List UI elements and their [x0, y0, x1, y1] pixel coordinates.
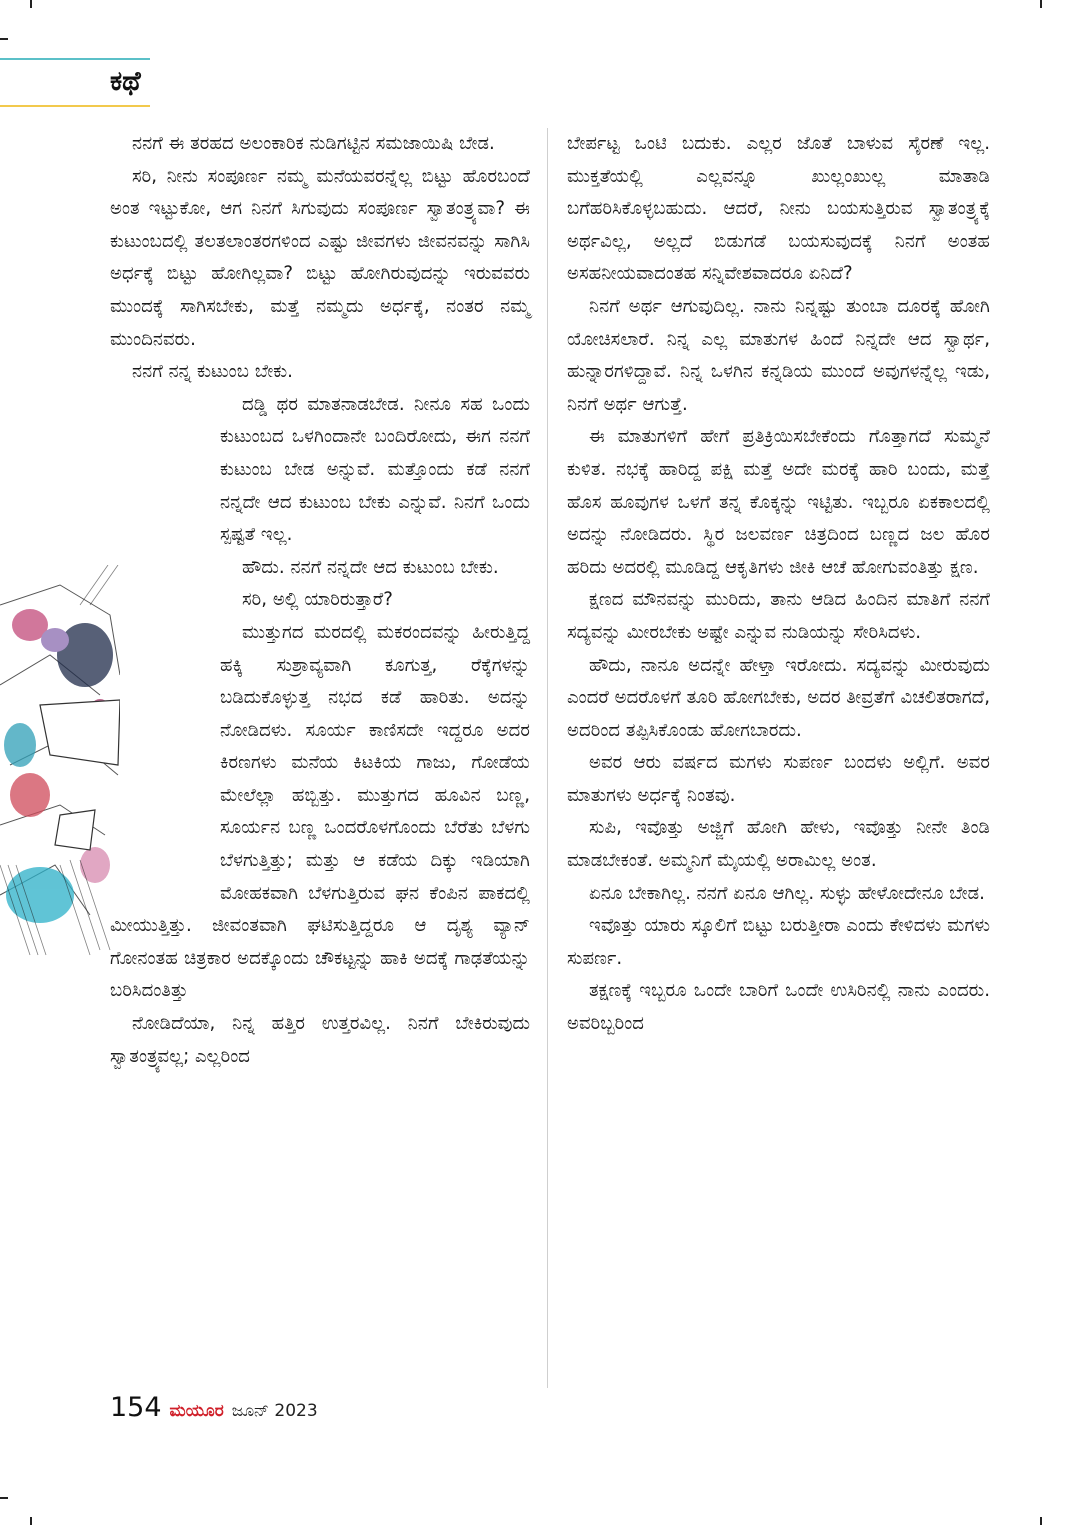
crop-mark	[30, 0, 32, 8]
paragraph: ನನಗೆ ಈ ತರಹದ ಅಲಂಕಾರಿಕ ನುಡಿಗಟ್ಟಿನ ಸಮಜಾಯಿಷಿ ಬೇಡ.	[132, 133, 495, 154]
paragraph: ಹೌದು, ನಾನೂ ಅದನ್ನೇ ಹೇಳ್ತಾ ಇರೋದು. ಸದ್ಯವನ್ನು ಮೀರುವುದು ಎಂದರೆ ಅದರೊಳಗೆ ತೂರಿ ಹೋಗಬೇಕು, ಅದರ ತೀವ್ರತೆಗೆ ವಿಚಲಿತರಾಗದೆ, ಅದರಿಂದ ತಪ್ಪಿಸಿಕೊಂಡು ಹೋಗಬಾರದು.	[567, 654, 990, 741]
paragraph: ಹೌದು. ನನಗೆ ನನ್ನದೇ ಆದ ಕುಟುಂಬ ಬೇಕು.	[242, 556, 499, 578]
crop-mark	[1040, 0, 1042, 8]
illustration-wrap-space	[110, 389, 220, 879]
paragraph: ತಕ್ಷಣಕ್ಕೆ ಇಬ್ಬರೂ ಒಂದೇ ಬಾರಿಗೆ ಒಂದೇ ಉಸಿರಿನಲ್ಲಿ ನಾನು ಎಂದರು. ಅವರಿಬ್ಬರಿಂದ	[567, 980, 990, 1035]
paragraph: ಏನೂ ಬೇಕಾಗಿಲ್ಲ. ನನಗೆ ಏನೂ ಆಗಿಲ್ಲ. ಸುಳ್ಳು ಹೇಳೋದೇನೂ ಬೇಡ.	[589, 882, 985, 904]
magazine-logo: ಮಯೂರ	[169, 1401, 224, 1421]
crop-mark	[0, 1497, 8, 1499]
watercolor-illustration	[0, 565, 120, 965]
crop-mark	[0, 38, 8, 40]
paragraph: ನನಗೆ ನನ್ನ ಕುಟುಂಬ ಬೇಕು.	[132, 361, 293, 383]
page-number: 154	[110, 1392, 162, 1423]
paragraph: ಸರಿ, ಅಲ್ಲಿ ಯಾರಿರುತ್ತಾರೆ?	[242, 589, 393, 611]
paragraph: ದಡ್ಡಿ ಥರ ಮಾತನಾಡಬೇಡ. ನೀನೂ ಸಹ ಒಂದು ಕುಟುಂಬದ ಒಳಗಿಂದಾನೇ ಬಂದಿರೋದು, ಈಗ ನನಗೆ ಕುಟುಂಬ ಬೇಡ ಅನ್ನುವೆ. ಮತ್ತೊಂದು ಕಡೆ ನನಗೆ ನನ್ನದೇ ಆದ ಕುಟುಂಬ ಬೇಕು ಎನ್ನುವೆ. ನಿನಗೆ ಒಂದು ಸ್ಪಷ್ಟತೆ ಇಲ್ಲ.	[220, 393, 530, 546]
paragraph: ಸರಿ, ನೀನು ಸಂಪೂರ್ಣ ನಮ್ಮ ಮನೆಯವರನ್ನೆಲ್ಲ ಬಿಟ್ಟು ಹೊರಬಂದೆ ಅಂತ ಇಟ್ಟುಕೋ, ಆಗ ನಿನಗೆ ಸಿಗುವುದು ಸಂಪೂರ್ಣ ಸ್ವಾತಂತ್ರ್ಯವಾ? ಈ ಕುಟುಂಬದಲ್ಲಿ ತಲತಲಾಂತರಗಳಿಂದ ಎಷ್ಟು ಜೀವಗಳು ಜೀವನವನ್ನು ಸಾಗಿಸಿ ಅರ್ಧಕ್ಕೆ ಬಿಟ್ಟು ಹೋಗಿಲ್ಲವಾ? ಬಿಟ್ಟು ಹೋಗಿರುವುದನ್ನು ಇರುವವರು ಮುಂದಕ್ಕೆ ಸಾಗಿಸಬೇಕು, ಮತ್ತೆ ನಮ್ಮದು ಅರ್ಧಕ್ಕೆ, ನಂತರ ನಮ್ಮ ಮುಂದಿನವರು.	[110, 165, 530, 350]
paragraph: ಬೇರ್ಪಟ್ಟ ಒಂಟಿ ಬದುಕು. ಎಲ್ಲರ ಜೊತೆ ಬಾಳುವ ಸೈರಣೆ ಇಲ್ಲ. ಮುಕ್ತತೆಯಲ್ಲಿ ಎಲ್ಲವನ್ನೂ ಖುಲ್ಲಂಖುಲ್ಲ ಮಾತಾಡಿ ಬಗೆಹರಿಸಿಕೊಳ್ಳಬಹುದು. ಆದರೆ, ನೀನು ಬಯಸುತ್ತಿರುವ ಸ್ವಾತಂತ್ರ್ಯಕ್ಕೆ ಅರ್ಥವಿಲ್ಲ, ಅಲ್ಲದೆ ಬಿಡುಗಡೆ ಬಯಸುವುದಕ್ಕೆ ನಿನಗೆ ಅಂತಹ ಅಸಹನೀಯವಾದಂತಹ ಸನ್ನಿವೇಶವಾದರೂ ಏನಿದೆ?	[567, 133, 990, 285]
crop-mark	[1040, 1517, 1042, 1525]
paragraph: ಸುಪಿ, ಇವೊತ್ತು ಅಜ್ಜಿಗೆ ಹೋಗಿ ಹೇಳು, ಇವೊತ್ತು ನೀನೇ ತಿಂಡಿ ಮಾಡಬೇಕಂತೆ. ಅಮ್ಮನಿಗೆ ಮೈಯಲ್ಲಿ ಅರಾಮಿಲ್ಲ ಅಂತ.	[567, 817, 990, 872]
story-column-right	[567, 128, 990, 1041]
crop-mark	[30, 1517, 32, 1525]
page-footer	[110, 1392, 318, 1423]
paragraph: ನೋಡಿದೆಯಾ, ನಿನ್ನ ಹತ್ತಿರ ಉತ್ತರವಿಲ್ಲ. ನಿನಗೆ ಬೇಕಿರುವುದು ಸ್ವಾತಂತ್ರ್ಯವಲ್ಲ; ಎಲ್ಲರಿಂದ	[110, 1013, 530, 1067]
paragraph: ಮುತ್ತುಗದ ಮರದಲ್ಲಿ ಮಕರಂದವನ್ನು ಹೀರುತ್ತಿದ್ದ ಹಕ್ಕಿ ಸುಶ್ರಾವ್ಯವಾಗಿ ಕೂಗುತ್ತ, ರೆಕ್ಕೆಗಳನ್ನು ಬಡಿದುಕೊಳ್ಳುತ್ತ ನಭದ ಕಡೆ ಹಾರಿತು. ಅದನ್ನು ನೋಡಿದಳು. ಸೂರ್ಯ ಕಾಣಿಸದೇ ಇದ್ದರೂ ಅದರ ಕಿರಣಗಳು ಮನೆಯ ಕಿಟಕಿಯ ಗಾಜು, ಗೋಡೆಯ ಮೇಲೆಲ್ಲಾ ಹಬ್ಬಿತ್ತು. ಮುತ್ತುಗದ ಹೂವಿನ ಬಣ್ಣ, ಸೂರ್ಯನ ಬಣ್ಣ ಒಂದರೊಳಗೊಂದು ಬೆರೆತು ಬೆಳಗು ಬೆಳಗುತ್ತಿತ್ತು; ಮತ್ತು ಆ ಕಡೆಯ ದಿಕ್ಕು ಇಡಿಯಾಗಿ ಮೋಹಕವಾಗಿ ಬೆಳಗುತ್ತಿರುವ ಘನ ಕೆಂಪಿನ ಪಾಕದಲ್ಲಿ ಮೀಯುತ್ತಿತ್ತು. ಜೀವಂತವಾಗಿ ಘಟಿಸುತ್ತಿದ್ದರೂ ಆ ದೃಶ್ಯ ವ್ಯಾನ್ ಗೋನಂತಹ ಚಿತ್ರಕಾರ ಅದಕ್ಕೊಂದು ಚೌಕಟ್ಟನ್ನು ಹಾಕಿ ಅದಕ್ಕೆ ಗಾಢತೆಯನ್ನು ಬರಿಸಿದಂತಿತ್ತು	[110, 621, 530, 1002]
column-divider	[547, 128, 548, 1388]
section-rule-top	[0, 58, 150, 60]
section-title: ಕಥೆ	[110, 66, 141, 97]
paragraph: ಅವರ ಆರು ವರ್ಷದ ಮಗಳು ಸುಪರ್ಣ ಬಂದಳು ಅಲ್ಲಿಗೆ. ಅವರ ಮಾತುಗಳು ಅರ್ಧಕ್ಕೆ ನಿಂತವು.	[567, 752, 990, 806]
paragraph: ನಿನಗೆ ಅರ್ಥ ಆಗುವುದಿಲ್ಲ. ನಾನು ನಿನ್ನಷ್ಟು ತುಂಬಾ ದೂರಕ್ಕೆ ಹೋಗಿ ಯೋಚಿಸಲಾರೆ. ನಿನ್ನ ಎಲ್ಲ ಮಾತುಗಳ ಹಿಂದೆ ನಿನ್ನದೇ ಆದ ಸ್ವಾರ್ಥ, ಹುನ್ನಾರಗಳಿದ್ದಾವೆ. ನಿನ್ನ ಒಳಗಿನ ಕನ್ನಡಿಯ ಮುಂದೆ ಅವುಗಳನ್ನೆಲ್ಲ ಇಡು, ನಿನಗೆ ಅರ್ಥ ಆಗುತ್ತೆ.	[567, 295, 990, 415]
paragraph: ಕ್ಷಣದ ಮೌನವನ್ನು ಮುರಿದು, ತಾನು ಆಡಿದ ಹಿಂದಿನ ಮಾತಿಗೆ ನನಗೆ ಸದ್ಯವನ್ನು ಮೀರಬೇಕು ಅಷ್ಟೇ ಎನ್ನುವ ನುಡಿಯನ್ನು ಸೇರಿಸಿದಳು.	[567, 589, 990, 643]
story-column-left	[110, 128, 530, 1073]
paragraph: ಇವೊತ್ತು ಯಾರು ಸ್ಕೂಲಿಗೆ ಬಿಟ್ಟು ಬರುತ್ತೀರಾ ಎಂದು ಕೇಳಿದಳು ಮಗಳು ಸುಪರ್ಣ.	[567, 915, 990, 969]
section-rule-bottom	[0, 105, 150, 107]
paragraph: ಈ ಮಾತುಗಳಿಗೆ ಹೇಗೆ ಪ್ರತಿಕ್ರಿಯಿಸಬೇಕೆಂದು ಗೊತ್ತಾಗದೆ ಸುಮ್ಮನೆ ಕುಳಿತ. ನಭಕ್ಕೆ ಹಾರಿದ್ದ ಪಕ್ಷಿ ಮತ್ತೆ ಅದೇ ಮರಕ್ಕೆ ಹಾರಿ ಬಂದು, ಮತ್ತೆ ಹೊಸ ಹೂವುಗಳ ಒಳಗೆ ತನ್ನ ಕೊಕ್ಕನ್ನು ಇಟ್ಟಿತು. ಇಬ್ಬರೂ ಏಕಕಾಲದಲ್ಲಿ ಅದನ್ನು ನೋಡಿದರು. ಸ್ಥಿರ ಜಲವರ್ಣ ಚಿತ್ರದಿಂದ ಬಣ್ಣದ ಜಲ ಹೊರ ಹರಿದು ಅದರಲ್ಲಿ ಮೂಡಿದ್ದ ಆಕೃತಿಗಳು ಜೀಕಿ ಆಚೆ ಹೋಗುವಂತಿತ್ತು ಕ್ಷಣ.	[567, 426, 990, 578]
issue-date: ಜೂನ್ 2023	[231, 1401, 318, 1421]
